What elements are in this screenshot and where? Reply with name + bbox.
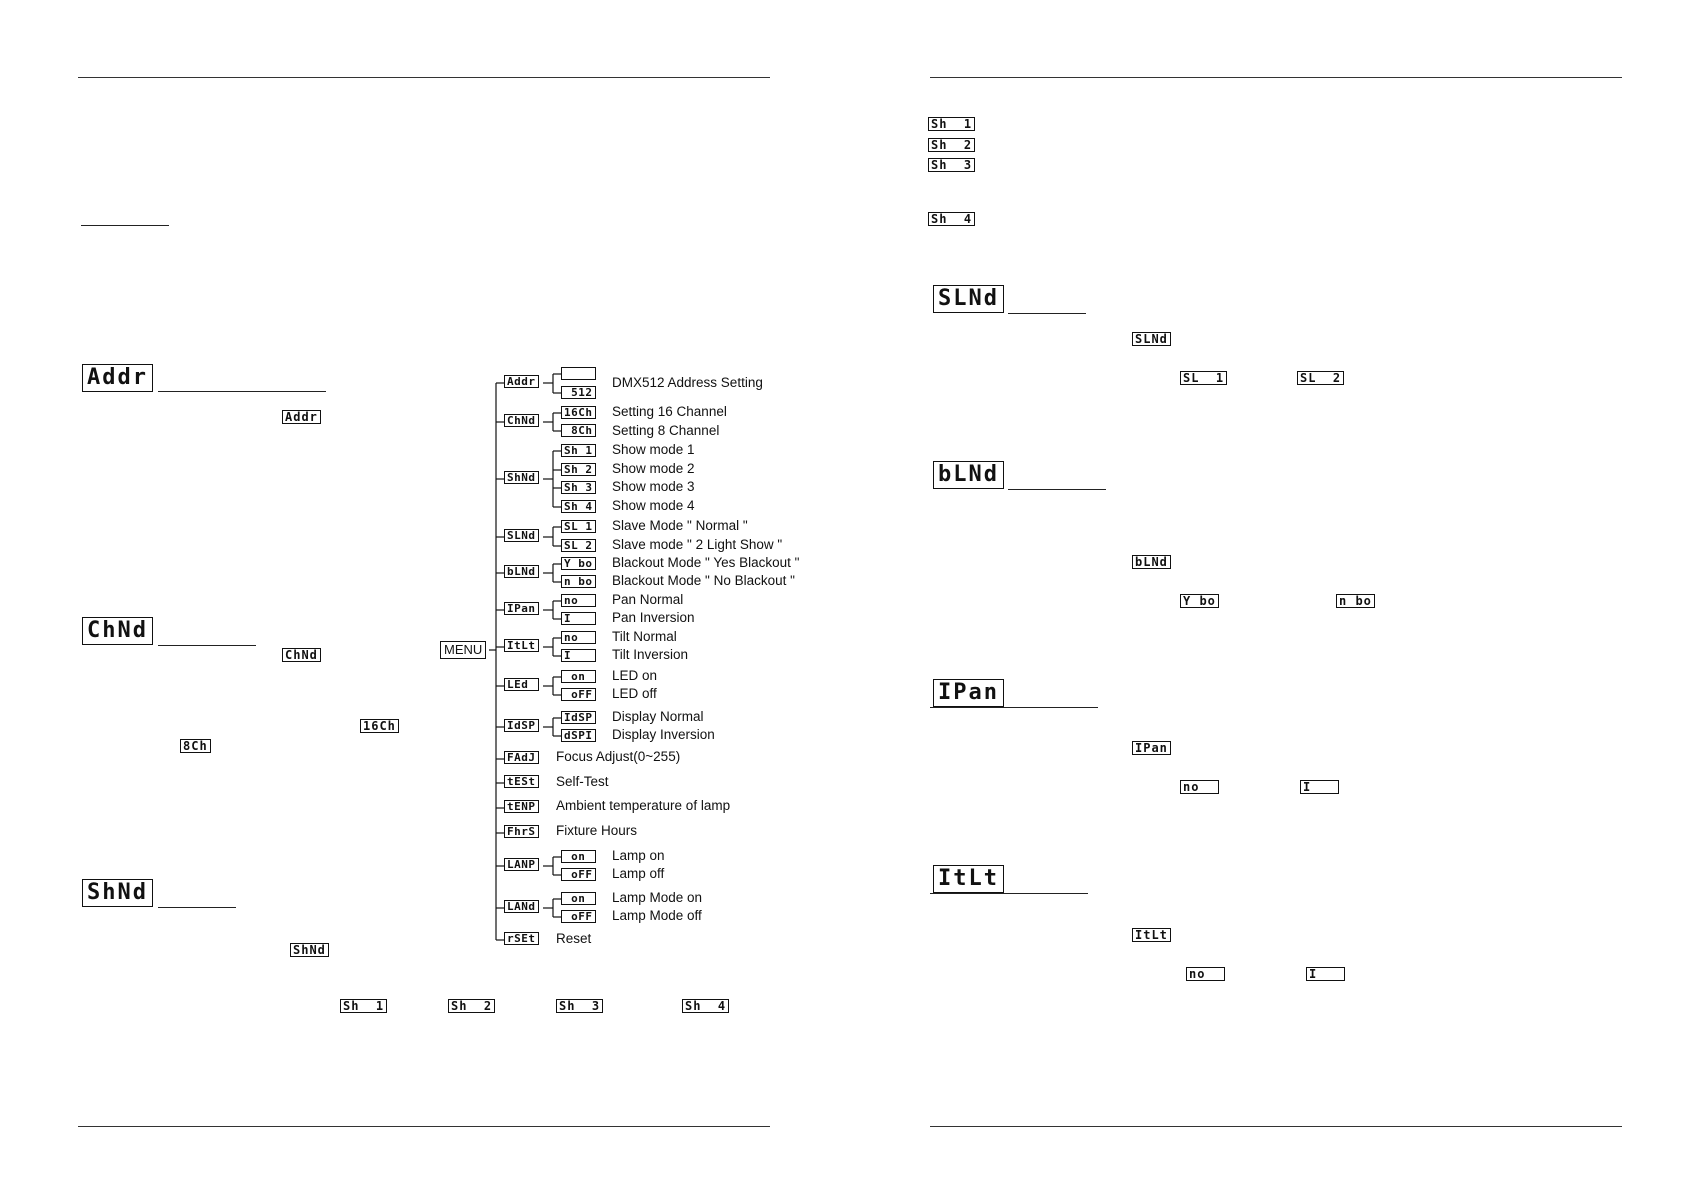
menu-branch-fadj: FAdJ [504, 751, 539, 764]
footer-rule [78, 1126, 770, 1127]
menu-branch-blnd: bLNd [504, 565, 539, 578]
menu-label: Lamp Mode off [612, 908, 702, 923]
menu-branch-land: LANd [504, 900, 539, 913]
shnd-inline-display: ShNd [290, 943, 329, 957]
slnd-section-display: SLNd [933, 285, 1004, 313]
menu-branch-lamp: LANP [504, 858, 539, 871]
menu-branch-idsp: IdSP [504, 719, 539, 732]
menu-label: Pan Normal [612, 592, 684, 607]
menu-sub-display: Sh 1 [561, 444, 596, 457]
menu-sub-display: Sh 3 [561, 481, 596, 494]
menu-sub-display: Sh 2 [561, 463, 596, 476]
menu-branch-itlt: ItLt [504, 639, 539, 652]
shnd-option-sh4: Sh 4 [682, 999, 729, 1013]
right-page [842, 0, 1685, 1191]
menu-sub-display: oFF [561, 868, 596, 881]
blnd-option-yes: Y bo [1180, 594, 1219, 608]
menu-label: Pan Inversion [612, 610, 695, 625]
menu-branch-ipan: IPan [504, 602, 539, 615]
menu-sub-display: 16Ch [561, 406, 596, 419]
footer-rule [930, 1126, 1622, 1127]
chnd-inline-display: ChNd [282, 648, 321, 662]
menu-branch-chnd: ChNd [504, 414, 539, 427]
menu-sub-display: IdSP [561, 711, 596, 724]
slnd-heading-underline [1008, 313, 1086, 314]
menu-label: Setting 16 Channel [612, 404, 727, 419]
show-list-sh1: Sh 1 [928, 117, 975, 131]
menu-sub-display [561, 367, 596, 380]
header-rule [930, 77, 1622, 78]
menu-label: Lamp on [612, 848, 665, 863]
menu-label: Show mode 3 [612, 479, 695, 494]
menu-label: Focus Adjust(0~255) [556, 749, 681, 764]
chnd-option-8ch: 8Ch [180, 739, 211, 753]
menu-sub-display: Sh 4 [561, 500, 596, 513]
shnd-option-sh2: Sh 2 [448, 999, 495, 1013]
menu-sub-display: oFF [561, 688, 596, 701]
menu-branch-slnd: SLNd [504, 529, 539, 542]
menu-sub-display: I [561, 612, 596, 625]
ipan-option-inversion: I [1300, 780, 1339, 794]
blnd-inline-display: bLNd [1132, 555, 1171, 569]
menu-label: Blackout Mode " No Blackout " [612, 573, 795, 588]
ipan-heading-underline [930, 707, 1098, 708]
ipan-inline-display: IPan [1132, 741, 1171, 755]
blnd-heading-underline [1008, 489, 1106, 490]
menu-sub-display: Y bo [561, 557, 596, 570]
ipan-section-display: IPan [933, 679, 1004, 707]
shnd-section-display: ShNd [82, 879, 153, 907]
slnd-inline-display: SLNd [1132, 332, 1171, 346]
menu-label: Reset [556, 931, 592, 946]
menu-label: Slave mode " 2 Light Show " [612, 537, 783, 552]
menu-label: Setting 8 Channel [612, 423, 720, 438]
menu-label: Display Normal [612, 709, 704, 724]
blnd-section-display: bLNd [933, 461, 1004, 489]
itlt-option-inversion: I [1306, 967, 1345, 981]
show-list-sh2: Sh 2 [928, 138, 975, 152]
left-page [0, 0, 842, 1191]
menu-branch-temp: tENP [504, 800, 539, 813]
menu-label: Show mode 1 [612, 442, 695, 457]
show-list-sh4: Sh 4 [928, 212, 975, 226]
menu-label: Fixture Hours [556, 823, 638, 838]
menu-label: Lamp Mode on [612, 890, 703, 905]
menu-sub-display: on [561, 892, 596, 905]
menu-label: Tilt Normal [612, 629, 677, 644]
slnd-option-sl2: SL 2 [1297, 371, 1344, 385]
menu-branch-fhrs: FhrS [504, 825, 539, 838]
menu-label: Ambient temperature of lamp [556, 798, 731, 813]
menu-sub-display: on [561, 850, 596, 863]
menu-sub-display: 512 [561, 386, 596, 399]
addr-inline-display: Addr [282, 410, 321, 424]
chnd-option-16ch: 16Ch [360, 719, 399, 733]
menu-branch-led: LEd [504, 678, 539, 691]
menu-label: Show mode 2 [612, 461, 695, 476]
itlt-inline-display: ItLt [1132, 928, 1171, 942]
addr-section-display: Addr [82, 364, 153, 392]
blnd-option-no: n bo [1336, 594, 1375, 608]
itlt-section-display: ItLt [933, 865, 1004, 893]
menu-branch-addr: Addr [504, 375, 539, 388]
menu-sub-display: oFF [561, 910, 596, 923]
shnd-option-sh3: Sh 3 [556, 999, 603, 1013]
menu-branch-test: tESt [504, 775, 539, 788]
shnd-option-sh1: Sh 1 [340, 999, 387, 1013]
itlt-option-normal: no [1186, 967, 1225, 981]
menu-sub-display: SL 2 [561, 539, 596, 552]
menu-label: Tilt Inversion [612, 647, 689, 662]
menu-label: LED off [612, 686, 657, 701]
menu-tree-connectors [0, 0, 842, 1191]
menu-sub-display: dSPI [561, 729, 596, 742]
menu-sub-display: no [561, 594, 596, 607]
menu-branch-shnd: ShNd [504, 471, 539, 484]
menu-label: LED on [612, 668, 658, 683]
menu-sub-display: n bo [561, 575, 596, 588]
menu-label: Show mode 4 [612, 498, 695, 513]
menu-label: Self-Test [556, 774, 609, 789]
menu-root-box: MENU [440, 641, 486, 659]
ipan-option-normal: no [1180, 780, 1219, 794]
menu-label: Slave Mode " Normal " [612, 518, 748, 533]
menu-label-dmx-address: DMX512 Address Setting [612, 375, 763, 390]
menu-label: Display Inversion [612, 727, 715, 742]
itlt-heading-underline [930, 893, 1088, 894]
chnd-section-display: ChNd [82, 617, 153, 645]
menu-sub-display: on [561, 670, 596, 683]
menu-sub-display: I [561, 649, 596, 662]
menu-sub-display: 8Ch [561, 424, 596, 437]
slnd-option-sl1: SL 1 [1180, 371, 1227, 385]
menu-sub-display: SL 1 [561, 520, 596, 533]
menu-label: Blackout Mode " Yes Blackout " [612, 555, 800, 570]
menu-sub-display: no [561, 631, 596, 644]
menu-label: Lamp off [612, 866, 665, 881]
menu-branch-rset: rSEt [504, 932, 539, 945]
show-list-sh3: Sh 3 [928, 158, 975, 172]
